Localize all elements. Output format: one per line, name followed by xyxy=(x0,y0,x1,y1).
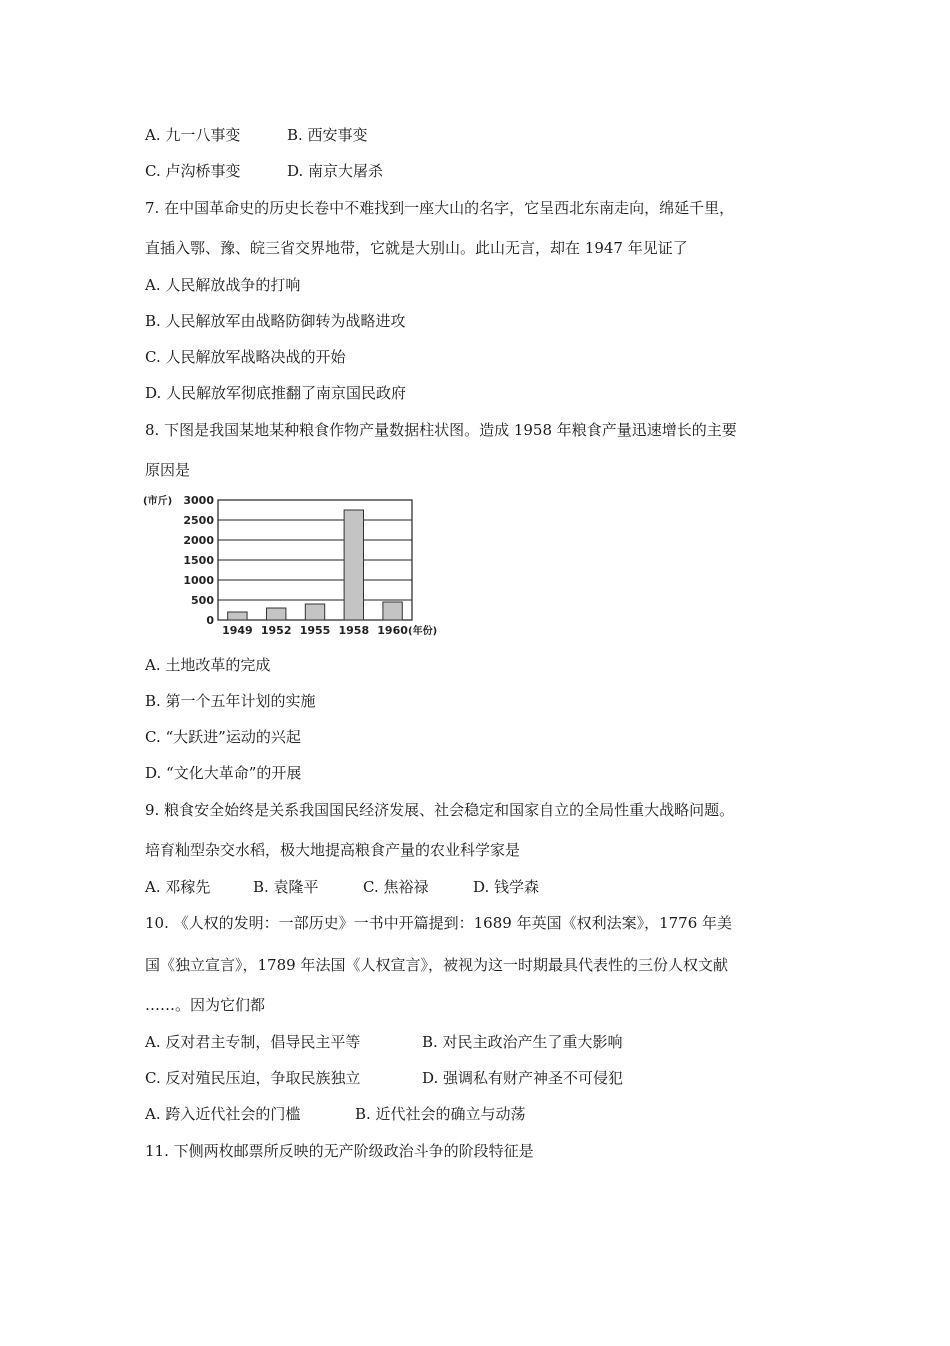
chart-y-tick-label: 2500 xyxy=(183,514,214,527)
q9-option-c: C. 焦裕禄 xyxy=(363,878,429,896)
q8-stem-line2: 原因是 xyxy=(145,461,191,479)
q8-option-b: B. 第一个五年计划的实施 xyxy=(145,692,316,710)
chart-x-tick-label: 1955 xyxy=(299,624,331,637)
q10-option-b: B. 对民主政治产生了重大影响 xyxy=(422,1033,623,1051)
q9-options xyxy=(145,877,539,897)
chart-x-tick-labels xyxy=(222,624,408,637)
q6-option-d: D. 南京大屠杀 xyxy=(287,162,384,180)
q7-option-d: D. 人民解放军彻底推翻了南京国民政府 xyxy=(145,384,407,402)
chart-bar xyxy=(228,612,247,620)
chart-bar xyxy=(344,510,363,620)
q7-option-a: A. 人民解放战争的打响 xyxy=(145,276,301,294)
chart-x-tick-label: 1960 xyxy=(377,624,408,637)
q7-stem-line2: 直插入鄂、豫、皖三省交界地带，它就是大别山。此山无言，却在 1947 年见证了 xyxy=(145,239,688,257)
q6-option-c: C. 卢沟桥事变 xyxy=(145,162,241,180)
q9-stem-line1: 9. 粮食安全始终是关系我国国民经济发展、社会稳定和国家自立的全局性重大战略问题。 xyxy=(145,801,735,819)
chart-bar xyxy=(305,604,324,620)
chart-x-axis-label: (年份) xyxy=(408,626,438,637)
q10-options-row1 xyxy=(145,1032,623,1052)
q10-stem-line1: 10. 《人权的发明：一部历史》一书中开篇提到：1689 年英国《权利法案》，1776 年美 xyxy=(145,914,733,932)
q9-option-d: D. 钱学森 xyxy=(473,878,540,896)
q10-option-c: C. 反对殖民压迫，争取民族独立 xyxy=(145,1069,361,1087)
q11-stem-line1: 11. 下侧两枚邮票所反映的无产阶级政治斗争的阶段特征是 xyxy=(145,1142,534,1160)
q6-option-a: A. 九一八事变 xyxy=(145,126,241,144)
chart-y-tick-label: 1000 xyxy=(183,574,214,587)
q6-option-b: B. 西安事变 xyxy=(287,126,368,144)
q10-stem-line2: 国《独立宣言》，1789 年法国《人权宣言》，被视为这一时期最具代表性的三份人权文献 xyxy=(145,956,728,974)
q10-option-d: D. 强调私有财产神圣不可侵犯 xyxy=(422,1069,624,1087)
q9-stem-line2: 培育籼型杂交水稻，极大地提高粮食产量的农业科学家是 xyxy=(145,841,521,859)
chart-y-tick-label: 500 xyxy=(191,594,214,607)
chart-y-axis-label: (市斤) xyxy=(143,496,173,507)
q10-options-row2 xyxy=(145,1068,623,1088)
q10-option-a-extra: A. 跨入近代社会的门槛 xyxy=(145,1105,301,1123)
chart-y-tick-label: 3000 xyxy=(183,494,214,507)
chart-bar xyxy=(267,608,286,620)
chart-y-tick-label: 1500 xyxy=(183,554,214,567)
q10-options-row3 xyxy=(145,1104,526,1124)
q8-option-d: D. “文化大革命”的开展 xyxy=(145,764,302,782)
q7-stem-line1: 7. 在中国革命史的历史长卷中不难找到一座大山的名字，它呈西北东南走向，绵延千里， xyxy=(145,199,735,217)
q8-option-c: C. “大跃进”运动的兴起 xyxy=(145,728,301,746)
chart-y-tick-labels xyxy=(183,494,214,627)
q6-options-row1 xyxy=(145,125,368,145)
q10-option-b-extra: B. 近代社会的确立与动荡 xyxy=(355,1105,526,1123)
q9-option-a: A. 邓稼先 xyxy=(145,878,211,896)
q7-option-c: C. 人民解放军战略决战的开始 xyxy=(145,348,346,366)
q10-stem-line3: ……。因为它们都 xyxy=(145,996,266,1014)
grain-yield-bar-chart xyxy=(142,490,452,640)
q8-stem-line1: 8. 下图是我国某地某种粮食作物产量数据柱状图。造成 1958 年粮食产量迅速增长的主要 xyxy=(145,421,737,439)
q10-option-a: A. 反对君主专制，倡导民主平等 xyxy=(145,1033,361,1051)
chart-y-tick-label: 2000 xyxy=(183,534,214,547)
q9-option-b: B. 袁隆平 xyxy=(253,878,319,896)
chart-bars xyxy=(228,510,403,620)
chart-x-tick-label: 1952 xyxy=(260,624,292,637)
q7-option-b: B. 人民解放军由战略防御转为战略进攻 xyxy=(145,312,406,330)
chart-x-tick-label: 1949 xyxy=(222,624,253,637)
chart-x-tick-label: 1958 xyxy=(338,624,370,637)
q6-options-row2 xyxy=(145,161,383,181)
chart-bar xyxy=(383,602,402,620)
q8-option-a: A. 土地改革的完成 xyxy=(145,656,271,674)
chart-y-tick-label: 0 xyxy=(206,614,214,627)
